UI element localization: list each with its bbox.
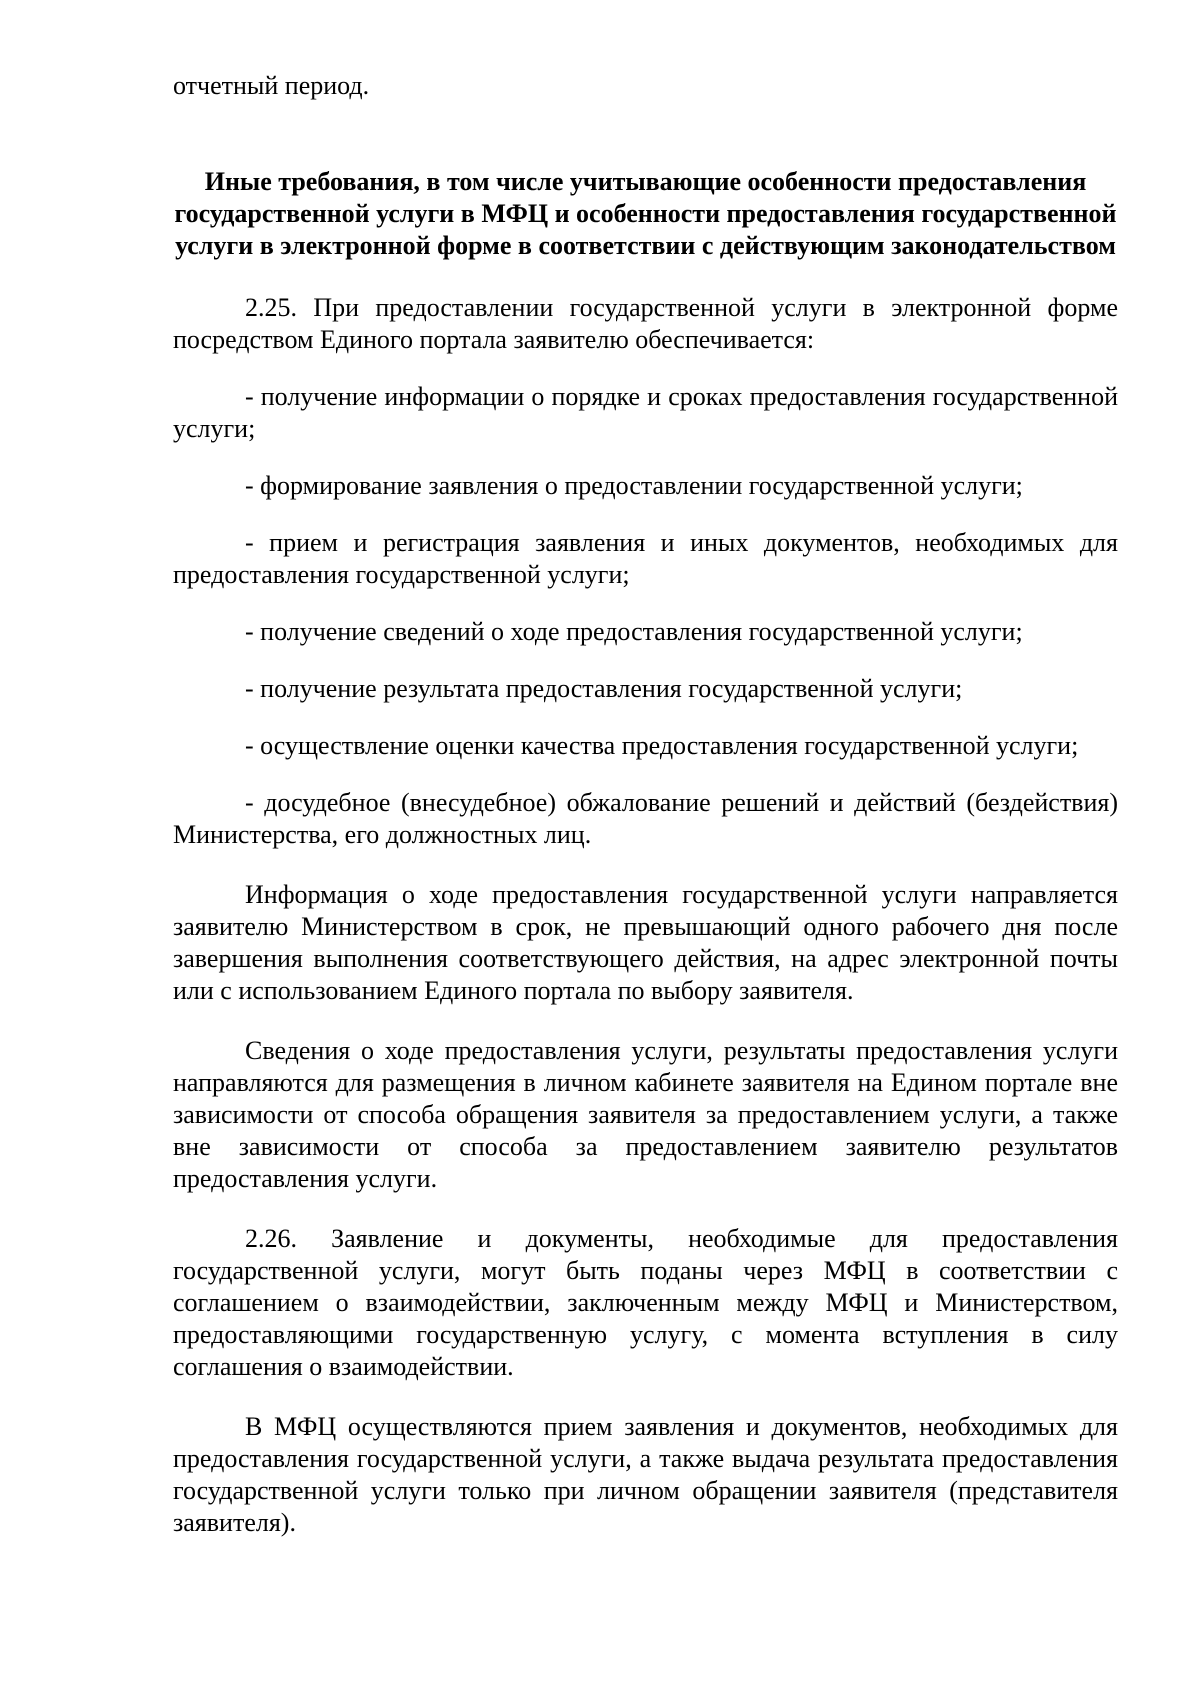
list-item: - прием и регистрация заявления и иных документов, необходимых для предоставления государственной услуги;	[173, 528, 1118, 589]
list-item: - получение информации о порядке и сроках предоставления государственной услуги;	[173, 382, 1118, 443]
list-item: - получение результата предоставления государственной услуги;	[245, 674, 963, 703]
paragraph-2-25: 2.25. При предоставлении государственной услуги в электронной форме посредством Единого портала заявителю обеспечивается:	[173, 293, 1118, 354]
list-item: - формирование заявления о предоставлении государственной услуги;	[245, 471, 1023, 500]
list-item: - осуществление оценки качества предоставления государственной услуги;	[245, 731, 1079, 760]
paragraph-mfc: В МФЦ осуществляются прием заявления и документов, необходимых для предоставления государственной услуги, а также выдача результата предоставления государственной услуги только при личном обращении заявителя (представителя заявителя).	[173, 1412, 1118, 1537]
list-item: - получение сведений о ходе предоставления государственной услуги;	[245, 617, 1023, 646]
service-features-list	[173, 381, 1118, 851]
section-heading: Иные требования, в том числе учитывающие особенности предоставления государственной услуги в МФЦ и особенности предоставления государственной услуги в электронной форме в соответствии с действующим законодательством	[174, 167, 1117, 260]
paragraph-svedeniya: Сведения о ходе предоставления услуги, результаты предоставления услуги направляются для размещения в личном кабинете заявителя на Едином портале вне зависимости от способа обращения заявителя за предоставлением услуги, а также вне зависимости от способа за предоставлением заявителю результатов предоставления услуги.	[173, 1036, 1118, 1193]
carryover-text: отчетный период.	[173, 71, 370, 100]
document-body	[173, 70, 1118, 1539]
list-item: - досудебное (внесудебное) обжалование решений и действий (бездействия) Министерства, его должностных лиц.	[173, 788, 1118, 849]
paragraph-info: Информация о ходе предоставления государственной услуги направляется заявителю Министерством в срок, не превышающий одного рабочего дня после завершения выполнения соответствующего действия, на адрес электронной почты или с использованием Единого портала по выбору заявителя.	[173, 880, 1118, 1005]
paragraph-2-26: 2.26. Заявление и документы, необходимые для предоставления государственной услуги, могут быть поданы через МФЦ в соответствии с соглашением о взаимодействии, заключенным между МФЦ и Министерством, предоставляющими государственную услугу, с момента вступления в силу соглашения о взаимодействии.	[173, 1224, 1118, 1381]
